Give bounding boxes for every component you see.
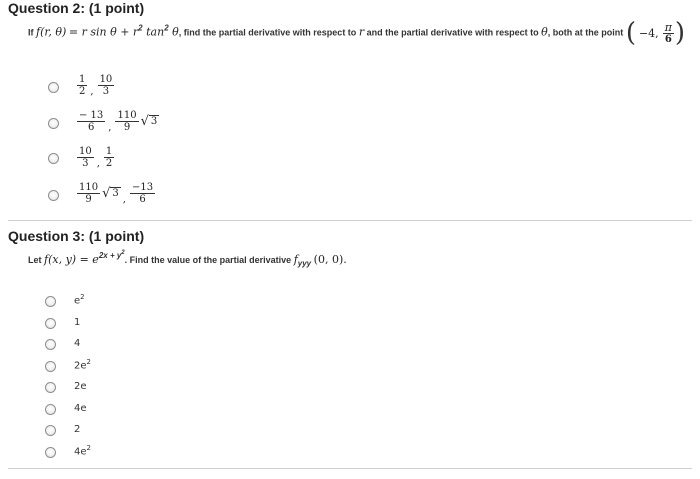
function-rhs-b: tan: [142, 25, 165, 39]
q2-opt4-b-den: 6: [139, 194, 146, 205]
q3-option-4[interactable]: [74, 358, 91, 371]
q3-option-7[interactable]: [74, 424, 80, 435]
q2-option-3[interactable]: $\frac{10}{3}$ , $\frac{1}{2}$: [79, 146, 113, 169]
q2-opt3-b-num: 1: [105, 146, 113, 157]
q2-option-4-radio[interactable]: [48, 190, 59, 201]
q2-opt1-b: [98, 74, 115, 97]
q2-option-3-radio[interactable]: [48, 153, 59, 164]
exp-part-b: x: [103, 251, 108, 260]
function-rhs-c: θ: [168, 25, 179, 39]
q2-opt1-a-den: 2: [79, 86, 86, 97]
deriv-subscript: yyy: [297, 259, 312, 268]
q2-option-2[interactable]: $\frac{- 13}{6}$ , $\frac{110}{9}$ √ 3: [79, 110, 158, 133]
question-divider-1: [8, 220, 692, 221]
function-rhs-a: = r sin θ + r: [68, 25, 139, 39]
q2-opt2-a-den: 6: [87, 122, 95, 133]
q2-opt3-a: [77, 146, 94, 169]
q2-opt3-b: [104, 146, 114, 169]
question-2-title: Question 2: (1 point): [8, 0, 145, 16]
prompt-text-3: , both at the point: [547, 27, 624, 38]
q2-opt4-a-den: 9: [85, 194, 92, 205]
q2-opt4-a: [77, 182, 100, 205]
q2-opt3-a-num: 10: [79, 146, 92, 157]
q3-option-6-radio[interactable]: [45, 404, 56, 415]
q3-option-5-radio[interactable]: [45, 382, 56, 393]
prompt-text-1: . Find the value of the partial derivative: [124, 255, 292, 265]
point-y-den: 6: [664, 33, 672, 45]
function-exp-2: 2: [164, 23, 169, 33]
q3-opt6-base: 4e: [74, 403, 87, 414]
q3-option-8[interactable]: [74, 444, 91, 457]
q2-option-2-radio[interactable]: [48, 118, 59, 129]
function-lhs: f(r, θ): [36, 25, 67, 39]
q2-opt2-b-num: 110: [117, 110, 137, 121]
exp-part-c: + y: [107, 251, 122, 260]
q3-option-3[interactable]: [74, 338, 80, 349]
q3-opt8-base: 4e: [74, 446, 87, 458]
prompt-prefix: Let: [28, 255, 42, 265]
question-3-prompt: [28, 250, 347, 268]
question-divider-2: [8, 468, 692, 469]
q2-opt2-sqrt: √ 3: [140, 114, 158, 129]
q2-option-1-radio[interactable]: [48, 82, 59, 93]
q3-option-8-radio[interactable]: [45, 447, 56, 458]
function-exp: 2: [138, 23, 143, 33]
point-y-fraction: [663, 22, 674, 45]
q3-option-1-radio[interactable]: [45, 296, 56, 307]
prompt-text-1: , find the partial derivative with respect to: [178, 27, 357, 38]
deriv-point: (0, 0).: [313, 253, 347, 266]
q2-option-1[interactable]: $\frac{1}{2}$ , $\frac{10}{3}$: [79, 74, 113, 97]
q2-opt4-b-num: −13: [131, 182, 154, 193]
q3-opt1-exp: 2: [80, 293, 85, 301]
q3-option-6[interactable]: [74, 403, 87, 414]
q3-option-4-radio[interactable]: [45, 361, 56, 372]
q2-opt1-b-num: 10: [99, 74, 113, 85]
var-r: r: [358, 25, 365, 39]
q2-opt4-sqrt: √ 3: [102, 186, 119, 201]
q3-option-5[interactable]: [74, 381, 87, 392]
q2-opt2-b: [115, 110, 138, 133]
q2-opt2-b-den: 9: [123, 122, 131, 133]
q3-option-7-radio[interactable]: [45, 425, 56, 436]
prompt-prefix: If: [28, 27, 34, 38]
q2-opt2-radicand: 3: [150, 116, 158, 127]
q3-option-1[interactable]: [74, 293, 85, 306]
evaluation-point: ( −4, $\frac{\pi}{6}$ ): [625, 18, 686, 48]
q2-opt1-a: [77, 74, 87, 97]
q2-option-4[interactable]: $\frac{110}{9}$ √ 3 , $\frac{-13}{6}$: [79, 182, 154, 205]
var-theta: θ: [541, 25, 548, 39]
q3-option-3-radio[interactable]: [45, 339, 56, 350]
question-2-prompt: [28, 20, 685, 46]
q2-opt4-radicand: 3: [112, 188, 119, 199]
q3-opt4-exp: 2: [86, 358, 91, 366]
q3-opt1-base: e: [74, 295, 81, 307]
question-3-title: Question 3: (1 point): [8, 228, 145, 244]
q3-option-2[interactable]: [74, 317, 80, 328]
q3-opt8-exp: 2: [86, 444, 91, 452]
q3-option-2-radio[interactable]: [45, 318, 56, 329]
function-lhs: f(x, y) = e: [44, 253, 99, 266]
q3-opt5-base: 2e: [74, 381, 87, 392]
q2-opt1-b-den: 3: [102, 86, 110, 97]
q2-opt4-b: [130, 182, 155, 205]
prompt-text-2: and the partial derivative with respect to: [366, 27, 539, 38]
q2-opt3-b-den: 2: [105, 158, 113, 169]
q3-opt7-base: 2: [74, 424, 81, 435]
exp-part-d: 2: [121, 250, 125, 256]
q2-opt2-a: [77, 110, 105, 133]
q2-opt3-a-den: 3: [82, 158, 89, 169]
q3-opt4-base: 2e: [74, 360, 87, 372]
deriv-f: f: [293, 253, 298, 266]
q3-opt2-base: 1: [74, 317, 81, 328]
q2-opt2-a-num: − 13: [79, 110, 104, 121]
q3-opt3-base: 4: [74, 338, 81, 349]
q2-opt1-a-num: 1: [79, 74, 86, 85]
exp-part-a: 2: [98, 251, 104, 260]
point-y-num: π: [664, 20, 672, 34]
q2-opt4-a-num: 110: [79, 182, 99, 193]
point-x: −4,: [638, 26, 659, 40]
